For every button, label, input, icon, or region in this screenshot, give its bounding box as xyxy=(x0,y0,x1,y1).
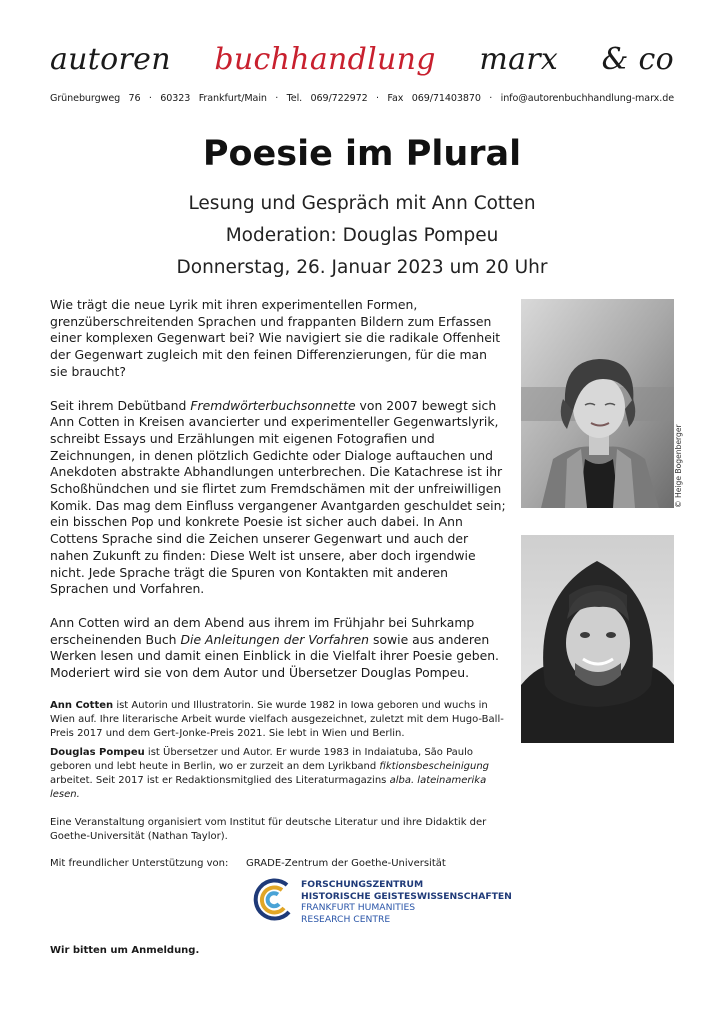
event-date: Donnerstag, 26. Januar 2023 um 20 Uhr xyxy=(176,257,548,278)
contact-address: Grüneburgweg 76 · 60323 Frankfurt/Main · Tel. 069/722972 · Fax 069/71403870 · info@autorenbuchhandlung-marx.de xyxy=(50,93,674,104)
bio-name-ann-cotten: Ann Cotten xyxy=(50,699,114,711)
book-title-fremdwoerterbuchsonnette: Fremdwörterbuchsonnette xyxy=(190,397,356,413)
biography-paragraph: Seit ihrem Debütband Fremdwörterbuchsonnette von 2007 bewegt sich Ann Cotten in Kreisen avancierter und experimenteller Gegenwartslyrik, schreibt Essays und Erzählungen mit eigenen Fotografien und Zeichnungen, in denen plötzlich Gedichte oder Dialoge auftauchen und Anekdoten abstrakte Abhandlungen unterbrechen. Die Katachrese ist ihr Schoßhündchen und sie flirtet zum Fremdschämen mit der unfreiwilligen Komik. Das mag dem Einfluss vergangener Avantgarden geschuldet sein; ein bisschen Pop und konkrete Poesie ist sicher auch dabei. In Ann Cottens Sprache sind die Zeichen unserer Gegenwart und auch der nahen Zukunft zu finden: Diese Welt ist unsere, aber doch irgendwie nicht. Jede Sprache trägt die Spuren von Kontakten mit anderen Sprachen und Vorfahren. xyxy=(50,397,506,597)
logo-co: & co xyxy=(601,42,674,77)
photo-credit: © Heige Bogenberger xyxy=(674,424,683,508)
bio-name-douglas-pompeu: Douglas Pompeu xyxy=(50,746,145,758)
event-description xyxy=(50,297,506,853)
organizer-note: Eine Veranstaltung organisiert vom Institut für deutsche Literatur und ihre Didaktik der Goethe-Universität (Nathan Taylor). xyxy=(50,816,487,842)
logo-marx: marx xyxy=(479,42,559,77)
research-centre-emblem-icon xyxy=(251,876,297,922)
support-sponsor: GRADE-Zentrum der Goethe-Universität xyxy=(246,858,446,869)
logo-line-4: RESEARCH CENTRE xyxy=(301,913,391,925)
logo-line-1: FORSCHUNGSZENTRUM xyxy=(301,879,424,890)
registration-note: Wir bitten um Anmeldung. xyxy=(50,945,200,956)
bio-douglas-pompeu: Douglas Pompeu ist Übersetzer und Autor. Er wurde 1983 in Indaiatuba, São Paulo geboren und lebt heute in Berlin, wo er zurzeit an dem Lyrikband fiktionsbescheinigung arbeitet. Seit 2017 ist er Redaktionsmitglied des Literaturmagazins alba. lateinamerika lesen. xyxy=(50,746,490,800)
book-title-anleitungen: Die Anleitungen der Vorfahren xyxy=(180,631,370,647)
event-title: Poesie im Plural xyxy=(202,134,522,174)
bio-ann-cotten: Ann Cotten ist Autorin und Illustratorin. Sie wurde 1982 in Iowa geboren und wuchs in Wien auf. Ihre literarische Arbeit wurde vielfach ausgezeichnet, zuletzt mit dem Hugo-Ball-Preis 2017 und dem Gert-Jonke-Preis 2021. Sie lebt in Wien und Berlin. xyxy=(50,699,504,739)
portrait-ann-cotten xyxy=(521,299,674,508)
support-label: Mit freundlicher Unterstützung von: xyxy=(50,858,229,869)
portrait-douglas-pompeu xyxy=(521,535,674,743)
logo-autoren: autoren xyxy=(50,42,171,77)
bookstore-logo xyxy=(50,40,674,80)
logo-line-2: HISTORISCHE GEISTESWISSENSCHAFTEN xyxy=(301,890,512,902)
event-subtitle: Lesung und Gespräch mit Ann Cotten xyxy=(188,193,536,214)
logo-buchhandlung: buchhandlung xyxy=(214,42,436,77)
event-moderation: Moderation: Douglas Pompeu xyxy=(225,225,499,246)
research-centre-logo xyxy=(251,876,521,926)
intro-paragraph: Wie trägt die neue Lyrik mit ihren experimentellen Formen, grenzüberschreitenden Sprachen und frappanten Bildern zum Erfassen einer komplexen Gegenwart bei? Wie navigiert sie die radikale Offenheit der Gegenwart zugleich mit den feinen Differenzierungen, für die man sie braucht? xyxy=(50,297,501,379)
logo-line-3: FRANKFURT HUMANITIES xyxy=(301,902,416,913)
support-line xyxy=(50,857,446,871)
reading-paragraph: Ann Cotten wird an dem Abend aus ihrem im Frühjahr bei Suhrkamp erscheinenden Buch Die Anleitungen der Vorfahren sowie aus anderen Werken lesen und damit einen Einblick in die Vielfalt ihrer Poesie geben. Moderiert wird sie von dem Autor und Übersetzer Douglas Pompeu. xyxy=(50,614,499,681)
